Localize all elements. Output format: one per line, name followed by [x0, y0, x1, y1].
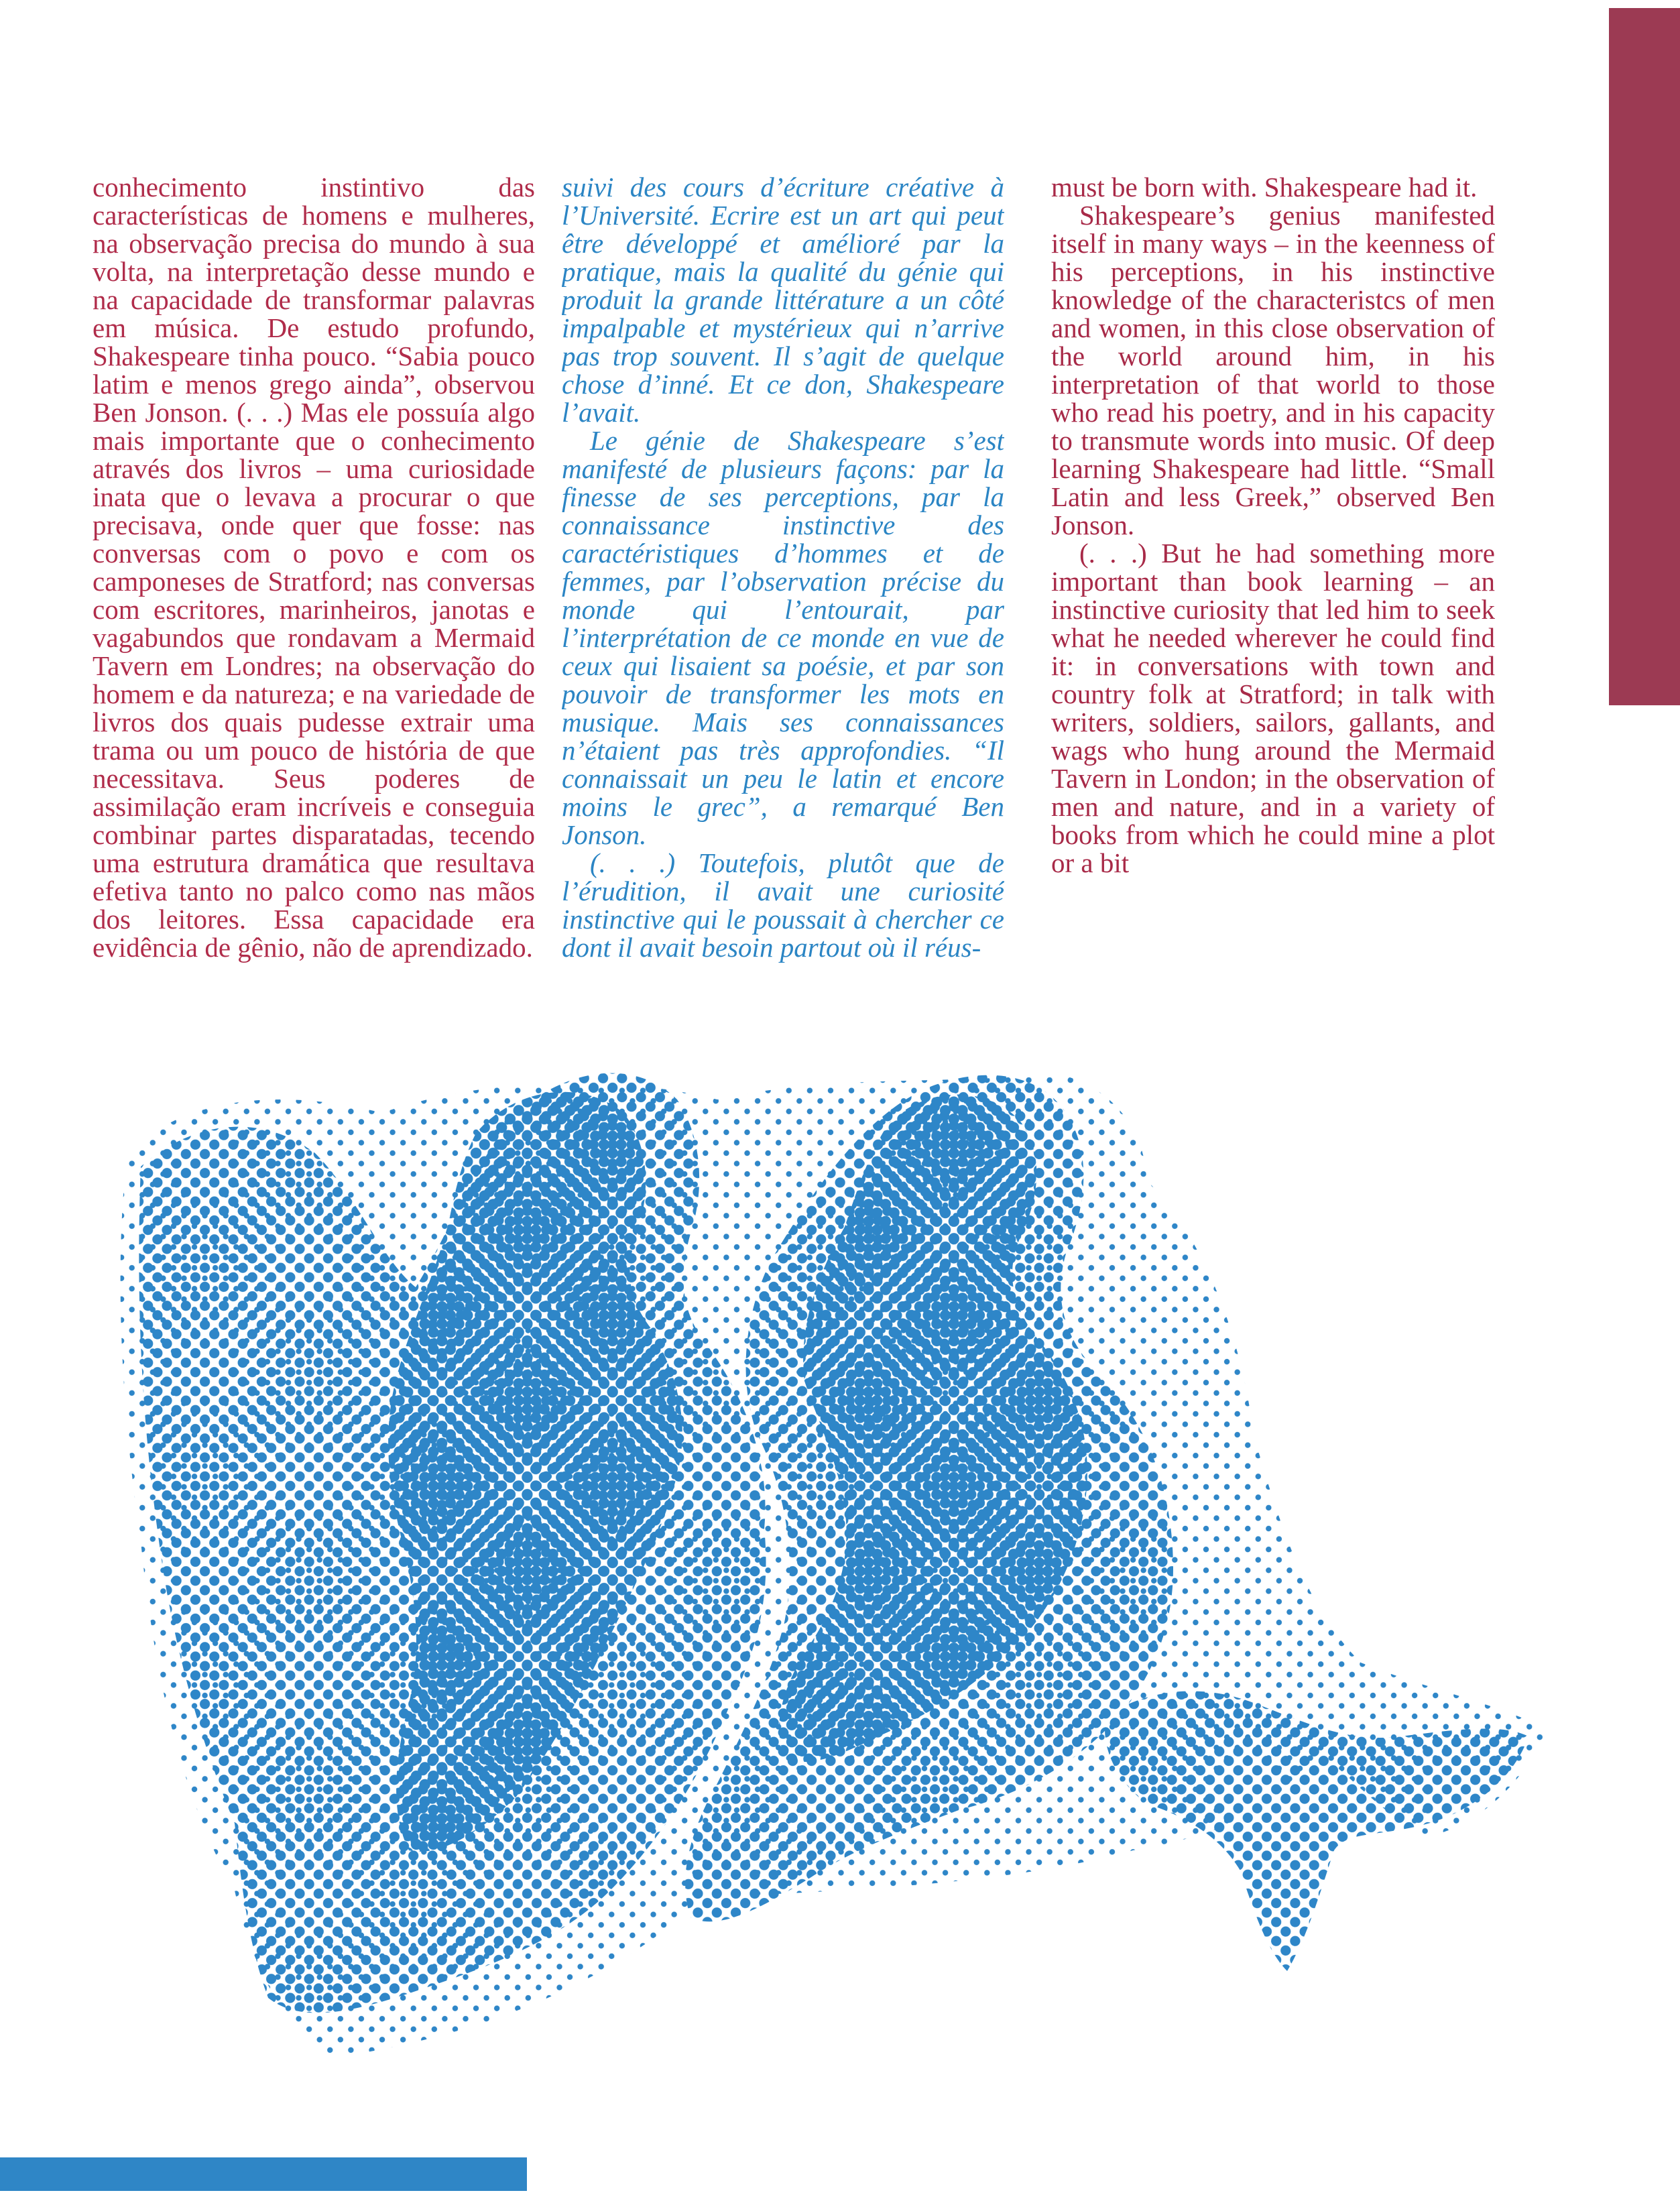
english-paragraph-2: Shakespeare’s genius manifested itself in many ways – in the keenness of his perceptions, in his instinctive knowledge of the characteristcs of men and women, in this close observation of the world around him, in his interpretation of that world to those who read his poetry, and in his capacity to transmute words into music. Of deep learning Shakespeare had little. “Small Latin and less Greek,” observed Ben Jonson. — [1051, 200, 1495, 540]
bottom-color-bar — [0, 2157, 527, 2191]
english-text-column — [1051, 173, 1495, 1045]
english-paragraph-1: must be born with. Shakespeare had it. — [1051, 173, 1478, 202]
portuguese-paragraph: conhecimento instintivo das características de homens e mulheres, na observação precisa do mundo à sua volta, na interpretação desse mundo e na capacidade de transformar palavras em música. De estudo profundo, Shakespeare tinha pouco. “Sabia pouco latim e menos grego ainda”, observou Ben Jonson. (. . .) Mas ele possuía algo mais importante que o conhecimento através dos livros – uma curiosidade inata que o levava a procurar o que precisava, onde quer que fosse: nas conversas com o povo e com os camponeses de Stratford; nas conversas com escritores, marinheiros, janotas e vagabundos que rondavam a Mermaid Tavern em Londres; na observação do homem e da natureza; e na variedade de livros dos quais pudesse extrair uma trama ou um pouco de história de que necessitava. Seus poderes de assimilação eram incríveis e conseguia combinar partes disparatadas, tecendo uma estrutura dramática que resultava efetiva tanto no palco como nas mãos dos leitores. Essa capacidade era evidência de gênio, não de aprendizado. — [93, 173, 535, 963]
halftone-figures-illustration — [101, 1059, 1569, 2092]
french-text-column — [562, 173, 1004, 1045]
french-paragraph-1: suivi des cours d’écriture créative à l’Université. Ecrire est un art qui peut être développé et amélioré par la pratique, mais la qualité du génie qui produit la grande littérature a un côté impalpable et mystérieux qui n’arrive pas trop souvent. Il s’agit de quelque chose d’inné. Et ce don, Shakespeare l’avait. — [562, 173, 1004, 428]
english-paragraph-3: (. . .) But he had something more important than book learning – an instinctive curiosity that led him to seek what he needed wherever he could find it: in conversations with town and country folk at Stratford; in talk with writers, soldiers, sailors, gallants, and wags who hung around the Mermaid Tavern in London; in the observation of men and nature, and in a variety of books from which he could mine a plot or a bit — [1051, 538, 1495, 878]
side-color-bar — [1609, 8, 1680, 705]
french-paragraph-2: Le génie de Shakespeare s’est manifesté de plusieurs façons: par la finesse de ses perceptions, par la connaissance instinctive des caractéristiques d’hommes et de femmes, par l’observation précise du monde qui l’entourait, par l’interprétation de ce monde en vue de ceux qui lisaient sa poésie, et par son pouvoir de transformer les mots en musique. Mais ses connaissances n’étaient pas très approfondies. “Il connaissait un peu le latin et encore moins le grec”, a remarqué Ben Jonson. — [562, 425, 1004, 850]
portuguese-text-column — [93, 173, 535, 1045]
french-paragraph-3: (. . .) Toutefois, plutôt que de l’érudition, il avait une curiosité instinctive qui le poussait à chercher ce dont il avait besoin partout où il réus- — [562, 847, 1004, 963]
